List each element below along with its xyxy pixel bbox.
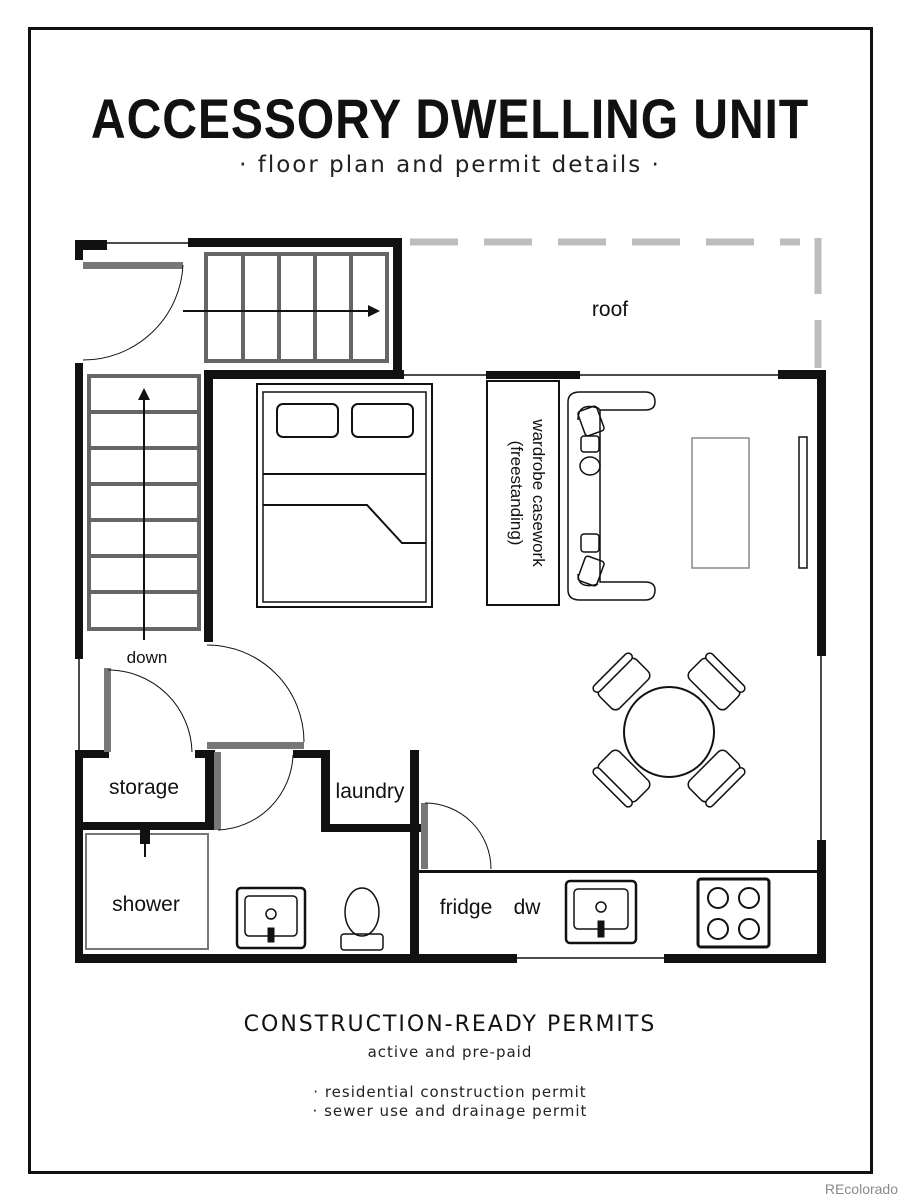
tv xyxy=(799,437,807,568)
wardrobe-label-line1: wardrobe casework xyxy=(529,419,548,567)
stove xyxy=(698,879,769,947)
storage-label: storage xyxy=(108,776,180,799)
wardrobe-label-line2: (freestanding) xyxy=(507,440,526,546)
walls xyxy=(75,238,826,963)
permit-item: · sewer use and drainage permit xyxy=(312,1102,588,1120)
lower-stair xyxy=(89,376,199,640)
permit-list xyxy=(0,1083,900,1121)
shower-label: shower xyxy=(112,893,180,916)
permits-status: active and pre-paid xyxy=(367,1043,533,1061)
down-label: down xyxy=(126,648,168,667)
permits-section xyxy=(0,1012,900,1121)
dining-set xyxy=(591,651,746,808)
watermark: REcolorado xyxy=(824,1181,898,1197)
toilet xyxy=(341,888,383,950)
permits-heading: CONSTRUCTION-READY PERMITS xyxy=(243,1012,657,1037)
permit-item: · residential construction permit xyxy=(313,1083,587,1101)
laundry-label: laundry xyxy=(335,780,405,803)
shower xyxy=(86,830,208,949)
page-subtitle: · floor plan and permit details · xyxy=(239,152,661,178)
bathroom-sink xyxy=(237,888,305,948)
thin-walls xyxy=(79,243,821,958)
upper-stair xyxy=(183,254,387,361)
roof-label: roof xyxy=(591,298,629,321)
bed xyxy=(257,384,432,607)
fridge-label: fridge xyxy=(439,896,493,919)
coffee-table xyxy=(692,438,749,568)
page-title: ACCESSORY DWELLING UNIT xyxy=(90,87,810,150)
sofa xyxy=(568,392,655,600)
kitchen-sink xyxy=(566,881,636,943)
dishwasher-label: dw xyxy=(513,896,541,919)
